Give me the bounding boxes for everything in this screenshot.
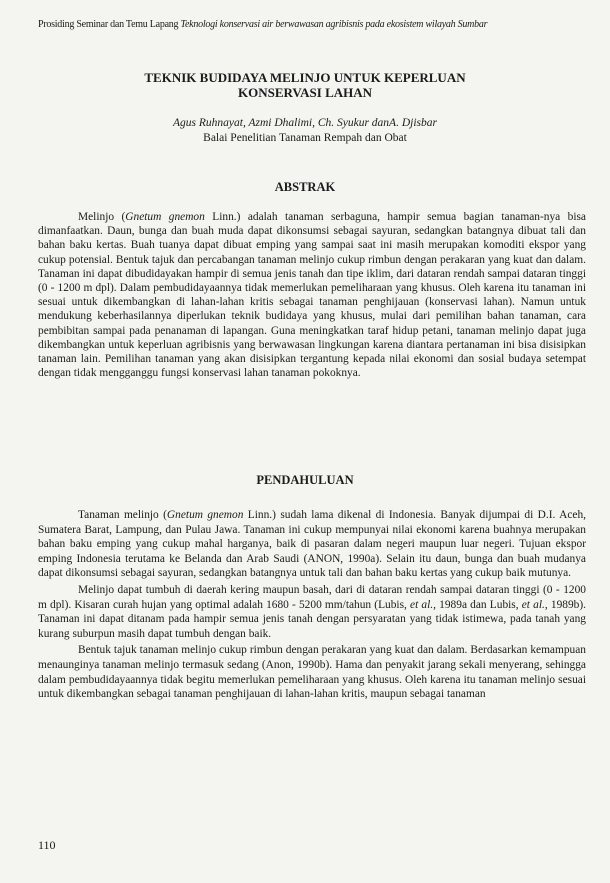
intro-p1-species-name: Gnetum gnemon <box>166 509 244 521</box>
running-header-title: Teknologi konservasi air berwawasan agribisnis pada ekosistem wilayah Sumbar <box>180 19 488 30</box>
intro-p2-etal-1: et al. <box>410 598 434 611</box>
abstract-heading: ABSTRAK <box>274 180 336 194</box>
abstract-body: Linn.) adalah tanaman serbaguna, hampir semua bagian tanaman-nya bisa dimanfaatkan. Daun, bunga dan buah muda dapat dikonsumsi sebagai sayuran, sedangkan batangnya dibuat tali dan bahan baku kertas. Buah tuanya dapat dibuat emping yang sampai saat ini masih merupakan komoditi ekspor yang cukup potensial. Bentuk tajuk dan percabangan tanaman melinjo cukup rimbun dengan perakaran yang kuat dan dalam. Tanaman ini dapat dibudidayakan hampir di semua jenis tanah dan tipe iklim, dari dataran rendah sampai dataran tinggi (0 - 1200 m dpl). Dalam pembudidayaannya tidak memerlukan pemeliharaan yang khusus. Oleh karena itu tanaman ini sesuai untuk dikembangkan di lahan-lahan kritis sebagai tanaman penghijauan (konservasi lahan). Namun untuk mendukung keberhasilannya diperlukan teknik budidaya yang khusus, mulai dari pemilihan bahan tanaman, cara pembibitan sampai pada penanaman di lapangan. Guna meningkatkan taraf hidup petani, tanaman melinjo dapat juga dikembangkan untuk keperluan agribisnis yang berwawasan lingkungan karena diantara pertanaman ini bisa disisipkan tanaman lain. Pemilihan tanaman yang akan disisipkan tergantung kepada nilai ekonomi dan sosial budaya setempat dengan tidak mengganggu fungsi konservasi lahan tanaman pokoknya. <box>38 211 586 380</box>
introduction-heading: PENDAHULUAN <box>256 473 354 487</box>
intro-p2-part-b: , 1989a dan Lubis, <box>433 598 522 611</box>
intro-p2-part-a: Melinjo dapat tumbuh di daerah kering maupun basah, dari di dataran rendah sampai dataran tinggi (0 - 1200 m dpl). Kisaran curah hujan yang optimal adalah 1680 - 5200 mm/tahun (Lubis, <box>38 583 586 611</box>
intro-p3-text: Bentuk tajuk tanaman melinjo cukup rimbun dengan perakaran yang kuat dan dalam. Berdasarkan kemampuan menaunginya tanaman melinjo termasuk sedang (Anon, 1990b). Hama dan penyakit jarang sekali menyerang, sehingga dalam pembudidayaannya tidak begitu memerlukan pemeliharaan yang khusus. Oleh karena itu tanaman melinjo sesuai untuk dikembangkan sebagai tanaman penghijauan di lahan-lahan kritis, maupun sebagai tanaman <box>38 644 586 701</box>
paper-title-line-2: KONSERVASI LAHAN <box>237 85 373 100</box>
affiliation: Balai Penelitian Tanaman Rempah dan Obat <box>203 132 407 144</box>
abstract-text <box>38 210 586 380</box>
intro-p2-etal-2: et al. <box>521 598 545 611</box>
introduction-body <box>38 508 586 704</box>
running-header-prefix: Prosiding Seminar dan Temu Lapang <box>38 19 179 30</box>
introduction-paragraph-2 <box>38 583 586 641</box>
abstract-lead: Melinjo ( <box>78 211 126 223</box>
paper-title-line-1: TEKNIK BUDIDAYA MELINJO UNTUK KEPERLUAN <box>144 70 466 85</box>
page-number: 110 <box>38 838 56 852</box>
introduction-paragraph-1 <box>38 508 586 581</box>
paper-title <box>0 70 610 100</box>
introduction-paragraph-3 <box>38 643 586 701</box>
intro-p1-lead: Tanaman melinjo ( <box>78 509 167 521</box>
running-header <box>38 19 598 30</box>
intro-p1-body: Linn.) sudah lama dikenal di Indonesia. Banyak dijumpai di D.I. Aceh, Sumatera Barat, Lampung, dan Pulau Jawa. Tanaman ini cukup mempunyai nilai ekonomi karena buahnya merupakan bahan baku emping yang cukup mahal harganya, baik di pasaran dalam negeri maupun luar negeri. Tujuan ekspor emping Indonesia terutama ke Belanda dan Arab Saudi (ANON, 1990a). Selain itu daun, bunga dan buah mudanya dapat dikonsumsi sebagai sayuran, sedangkan batangnya untuk tali dan bahan baku kertas yang cukup baik mutunya. <box>38 509 586 580</box>
abstract-species-name: Gnetum gnemon <box>125 211 205 223</box>
intro-p2-part-c: , 1989b). Tanaman ini dapat ditanam pada hampir semua jenis tanah dengan persyaratan yang tidak istimewa, pada tanah yang kurang suburpun masih dapat tumbuh dengan baik. <box>38 598 586 640</box>
author-list: Agus Ruhnayat, Azmi Dhalimi, Ch. Syukur danA. Djisbar <box>173 117 437 129</box>
